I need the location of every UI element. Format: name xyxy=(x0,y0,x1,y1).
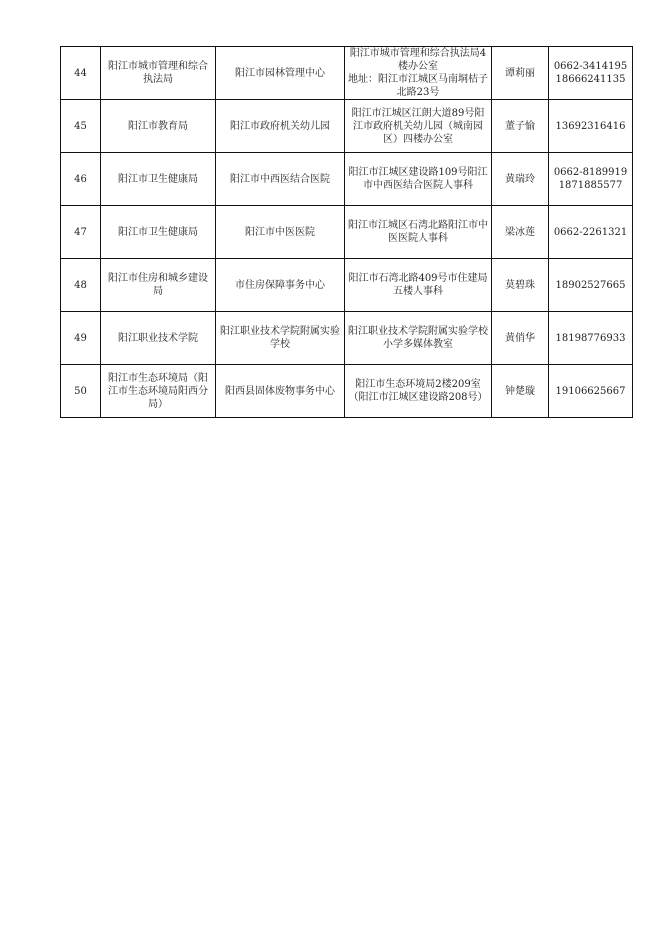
unit-name: 阳江市住房和城乡建设局 xyxy=(101,259,216,312)
address-line: 阳江市石湾北路409号市住建局五楼人事科 xyxy=(348,273,488,297)
phone-line: 18198776933 xyxy=(555,332,626,344)
venue-address xyxy=(345,365,492,418)
contact-phone xyxy=(549,206,633,259)
venue-name: 阳江市园林管理中心 xyxy=(216,47,345,100)
venue-name: 阳江市中医医院 xyxy=(216,206,345,259)
row-number: 47 xyxy=(61,206,101,259)
venue-address xyxy=(345,100,492,153)
address-line: 阳江市江城区石湾北路阳江市中医医院人事科 xyxy=(348,220,488,244)
contact-phone xyxy=(549,259,633,312)
unit-name: 阳江市卫生健康局 xyxy=(101,206,216,259)
table-row xyxy=(61,312,633,365)
table-row xyxy=(61,365,633,418)
venue-address xyxy=(345,153,492,206)
venue-address xyxy=(345,312,492,365)
venue-name: 市住房保障事务中心 xyxy=(216,259,345,312)
venue-name: 阳江市中西医结合医院 xyxy=(216,153,345,206)
phone-line: 0662-8189919 xyxy=(553,167,628,178)
address-line: 地址：阳江市江城区马南垌桔子北路23号 xyxy=(348,74,488,98)
table-row xyxy=(61,47,633,100)
contact-phone xyxy=(549,100,633,153)
unit-name: 阳江职业技术学院 xyxy=(101,312,216,365)
phone-line: 13692316416 xyxy=(555,120,626,132)
unit-name: 阳江市城市管理和综合执法局 xyxy=(101,47,216,100)
venue-contact-table xyxy=(60,46,633,418)
unit-name: 阳江市卫生健康局 xyxy=(101,153,216,206)
table-body xyxy=(61,47,633,418)
phone-line: 19106625667 xyxy=(555,385,626,397)
row-number: 45 xyxy=(61,100,101,153)
row-number: 50 xyxy=(61,365,101,418)
table-row xyxy=(61,100,633,153)
address-line: 阳江市生态环境局2楼209室（阳江市江城区建设路208号） xyxy=(348,379,488,403)
venue-address xyxy=(345,47,492,100)
venue-name: 阳江市政府机关幼儿园 xyxy=(216,100,345,153)
phone-line: 1871885577 xyxy=(558,180,623,191)
table-row xyxy=(61,153,633,206)
address-line: 阳江市江城区江朗大道89号阳江市政府机关幼儿园（城南园区）四楼办公室 xyxy=(351,107,485,145)
contact-phone xyxy=(549,312,633,365)
row-number: 49 xyxy=(61,312,101,365)
row-number: 48 xyxy=(61,259,101,312)
phone-line: 18902527665 xyxy=(555,279,626,291)
contact-person: 黄俏华 xyxy=(492,312,549,365)
unit-name: 阳江市教育局 xyxy=(101,100,216,153)
phone-line: 18666241135 xyxy=(555,74,626,85)
contact-person: 莫碧珠 xyxy=(492,259,549,312)
contact-phone xyxy=(549,365,633,418)
contact-person: 谭莉丽 xyxy=(492,47,549,100)
address-line: 阳江市城市管理和综合执法局4楼办公室 xyxy=(349,48,487,72)
venue-name: 阳西县固体废物事务中心 xyxy=(216,365,345,418)
venue-address xyxy=(345,206,492,259)
contact-person: 梁冰莲 xyxy=(492,206,549,259)
row-number: 44 xyxy=(61,47,101,100)
table-row xyxy=(61,259,633,312)
address-line: 阳江职业技术学院附属实验学校小学多媒体教室 xyxy=(348,326,488,350)
contact-phone xyxy=(549,153,633,206)
contact-person: 董子愉 xyxy=(492,100,549,153)
venue-address xyxy=(345,259,492,312)
contact-person: 黄瑞玲 xyxy=(492,153,549,206)
unit-name: 阳江市生态环境局（阳江市生态环境局阳西分局） xyxy=(101,365,216,418)
venue-name: 阳江职业技术学院附属实验学校 xyxy=(216,312,345,365)
address-line: 阳江市江城区建设路109号阳江市中西医结合医院人事科 xyxy=(348,167,488,191)
phone-line: 0662-3414195 xyxy=(553,61,628,72)
contact-person: 钟楚璇 xyxy=(492,365,549,418)
row-number: 46 xyxy=(61,153,101,206)
contact-phone xyxy=(549,47,633,100)
phone-line: 0662-2261321 xyxy=(553,226,628,238)
table-row xyxy=(61,206,633,259)
